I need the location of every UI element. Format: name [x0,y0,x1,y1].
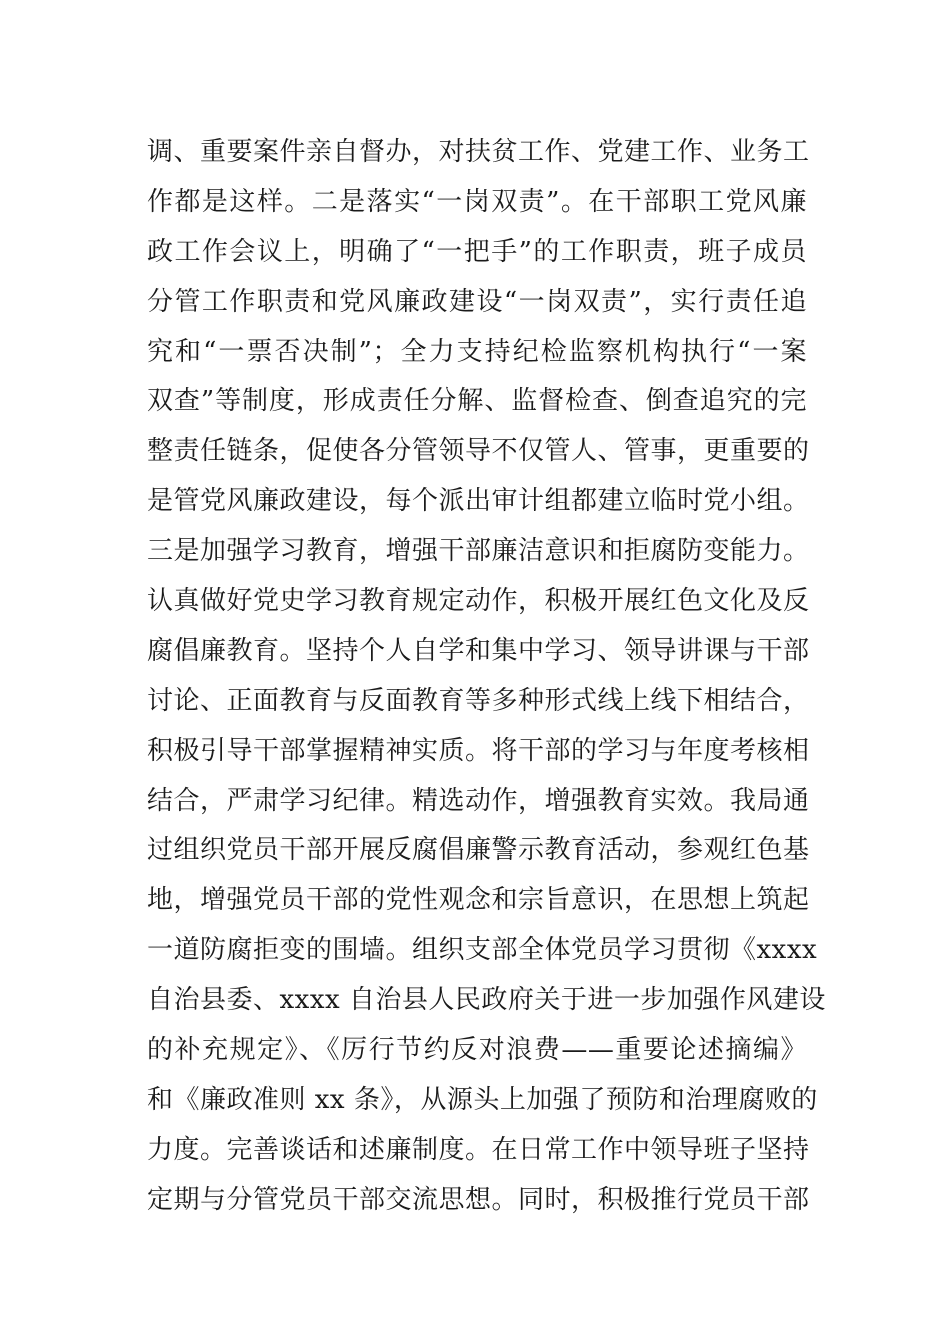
text-line: 调、重要案件亲自督办，对扶贫工作、党建工作、业务工 [147,137,810,167]
text-line: 腐倡廉教育。坚持个人自学和集中学习、领导讲课与干部 [147,635,810,666]
text-line: 三是加强学习教育，增强干部廉洁意识和拒腐防变能力。 [147,536,810,567]
text-line: 自治县委、xxxx 自治县人民政府关于进一步加强作风建设 [147,985,826,1016]
text-line: 力度。完善谈话和述廉制度。在日常工作中领导班子坚持 [147,1134,810,1165]
text-line: 分管工作职责和党风廉政建设“一岗双责”，实行责任追 [147,286,807,317]
text-line: 双查”等制度，形成责任分解、监督检查、倒查追究的完 [147,386,807,417]
text-line: 定期与分管党员干部交流思想。同时，积极推行党员干部 [147,1184,810,1215]
text-line: 究和“一票否决制”；全力支持纪检监察机构执行“一案 [147,336,807,367]
text-line: 整责任链条，促使各分管领导不仅管人、管事，更重要的 [147,436,810,467]
text-line: 地，增强党员干部的党性观念和宗旨意识，在思想上筑起 [147,885,810,916]
text-line: 政工作会议上，明确了“一把手”的工作职责，班子成员 [147,236,807,267]
text-line: 和《廉政准则 xx 条》，从源头上加强了预防和治理腐败的 [147,1084,818,1115]
text-line: 是管党风廉政建设，每个派出审计组都建立临时党小组。 [147,486,810,517]
body-text [147,128,826,1226]
text-line: 积极引导干部掌握精神实质。将干部的学习与年度考核相 [147,735,810,766]
text-line: 讨论、正面教育与反面教育等多种形式线上线下相结合， [147,685,810,716]
text-line: 过组织党员干部开展反腐倡廉警示教育活动，参观红色基 [147,835,810,866]
text-line: 结合，严肃学习纪律。精选动作，增强教育实效。我局通 [147,785,810,816]
text-line: 认真做好党史学习教育规定动作，积极开展红色文化及反 [147,586,810,617]
text-line: 作都是这样。二是落实“一岗双责”。在干部职工党风廉 [147,186,807,217]
text-line: 的补充规定》、《厉行节约反对浪费——重要论述摘编》 [147,1035,807,1066]
text-line: 一道防腐拒变的围墙。组织支部全体党员学习贯彻《xxxx [147,935,818,966]
